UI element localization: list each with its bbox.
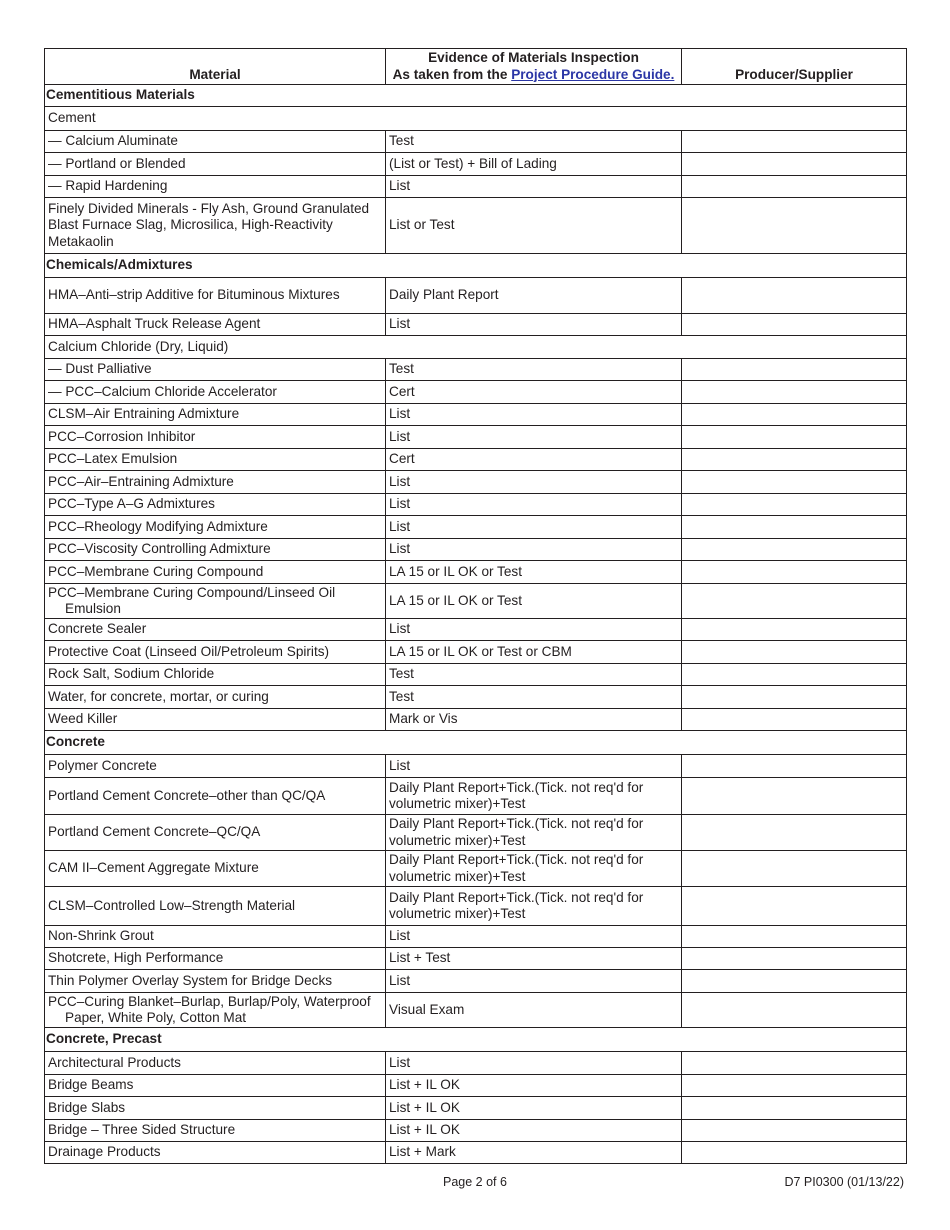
producer-supplier-cell[interactable] — [682, 1052, 907, 1075]
evidence-cell: Daily Plant Report+Tick.(Tick. not req'd for volumetric mixer)+Test — [386, 851, 682, 887]
table-row — [45, 404, 907, 426]
header-evidence — [386, 49, 682, 85]
producer-supplier-cell[interactable] — [682, 851, 907, 887]
table-row — [45, 561, 907, 584]
table-row — [45, 131, 907, 153]
producer-supplier-cell[interactable] — [682, 516, 907, 539]
producer-supplier-cell[interactable] — [682, 709, 907, 731]
material-cell — [45, 584, 386, 619]
evidence-cell: List — [386, 1052, 682, 1075]
materials-inspection-table — [44, 48, 907, 1164]
material-cell: PCC–Rheology Modifying Admixture — [45, 516, 386, 539]
producer-supplier-cell[interactable] — [682, 970, 907, 993]
table-row — [45, 336, 907, 359]
producer-supplier-cell[interactable] — [682, 1075, 907, 1097]
table-row — [45, 709, 907, 731]
table-row — [45, 686, 907, 709]
table-row — [45, 970, 907, 993]
material-cell: Protective Coat (Linseed Oil/Petroleum Spirits) — [45, 641, 386, 664]
producer-supplier-cell[interactable] — [682, 993, 907, 1028]
table-row — [45, 619, 907, 641]
producer-supplier-cell[interactable] — [682, 926, 907, 948]
material-cell: Drainage Products — [45, 1142, 386, 1164]
producer-supplier-cell[interactable] — [682, 153, 907, 176]
material-cell: Water, for concrete, mortar, or curing — [45, 686, 386, 709]
producer-supplier-cell[interactable] — [682, 381, 907, 404]
evidence-cell: Daily Plant Report+Tick.(Tick. not req'd for volumetric mixer)+Test — [386, 887, 682, 926]
section-header-row — [45, 731, 907, 755]
material-cell: PCC–Latex Emulsion — [45, 449, 386, 471]
material-cell: — Rapid Hardening — [45, 176, 386, 198]
table-row — [45, 815, 907, 851]
table-row — [45, 948, 907, 970]
material-cell: — PCC–Calcium Chloride Accelerator — [45, 381, 386, 404]
material-cell: — Calcium Aluminate — [45, 131, 386, 153]
table-row — [45, 778, 907, 815]
evidence-cell: List + Test — [386, 948, 682, 970]
header-evidence-line1: Evidence of Materials Inspection — [428, 50, 639, 65]
evidence-cell: List — [386, 314, 682, 336]
table-header-row — [45, 49, 907, 85]
evidence-cell: LA 15 or IL OK or Test — [386, 584, 682, 619]
producer-supplier-cell[interactable] — [682, 1142, 907, 1164]
producer-supplier-cell[interactable] — [682, 619, 907, 641]
producer-supplier-cell[interactable] — [682, 778, 907, 815]
evidence-cell: List or Test — [386, 198, 682, 254]
material-cell: PCC–Corrosion Inhibitor — [45, 426, 386, 449]
material-group-label: Calcium Chloride (Dry, Liquid) — [45, 336, 907, 359]
producer-supplier-cell[interactable] — [682, 561, 907, 584]
table-row — [45, 1120, 907, 1142]
material-cell: CLSM–Air Entraining Admixture — [45, 404, 386, 426]
header-material: Material — [45, 49, 386, 85]
material-cell: Finely Divided Minerals - Fly Ash, Ground Granulated Blast Furnace Slag, Microsilica, High-Reactivity Metakaolin — [45, 198, 386, 254]
producer-supplier-cell[interactable] — [682, 1120, 907, 1142]
material-cell: Shotcrete, High Performance — [45, 948, 386, 970]
table-row — [45, 449, 907, 471]
header-evidence-prefix: As taken from the — [392, 66, 512, 82]
producer-supplier-cell[interactable] — [682, 426, 907, 449]
section-title: Concrete, Precast — [45, 1028, 907, 1052]
material-cell: Polymer Concrete — [45, 755, 386, 778]
section-title: Cementitious Materials — [45, 85, 907, 107]
producer-supplier-cell[interactable] — [682, 471, 907, 494]
table-row — [45, 516, 907, 539]
evidence-cell: LA 15 or IL OK or Test or CBM — [386, 641, 682, 664]
table-row — [45, 153, 907, 176]
producer-supplier-cell[interactable] — [682, 494, 907, 516]
producer-supplier-cell[interactable] — [682, 641, 907, 664]
producer-supplier-cell[interactable] — [682, 664, 907, 686]
evidence-cell: List — [386, 926, 682, 948]
table-row — [45, 426, 907, 449]
evidence-cell: List + IL OK — [386, 1120, 682, 1142]
material-cell: CAM II–Cement Aggregate Mixture — [45, 851, 386, 887]
material-cell: Bridge – Three Sided Structure — [45, 1120, 386, 1142]
form-code: D7 PI0300 (01/13/22) — [784, 1175, 904, 1189]
table-row — [45, 584, 907, 619]
section-title: Chemicals/Admixtures — [45, 254, 907, 278]
evidence-cell: Test — [386, 359, 682, 381]
evidence-cell: Daily Plant Report+Tick.(Tick. not req'd for volumetric mixer)+Test — [386, 815, 682, 851]
evidence-cell: LA 15 or IL OK or Test — [386, 561, 682, 584]
material-cell: PCC–Air–Entraining Admixture — [45, 471, 386, 494]
evidence-cell: List + IL OK — [386, 1097, 682, 1120]
table-row — [45, 107, 907, 131]
producer-supplier-cell[interactable] — [682, 686, 907, 709]
producer-supplier-cell[interactable] — [682, 176, 907, 198]
producer-supplier-cell[interactable] — [682, 539, 907, 561]
producer-supplier-cell[interactable] — [682, 1097, 907, 1120]
table-row — [45, 926, 907, 948]
table-row — [45, 381, 907, 404]
table-row — [45, 1097, 907, 1120]
evidence-cell: Daily Plant Report+Tick.(Tick. not req'd for volumetric mixer)+Test — [386, 778, 682, 815]
evidence-cell: List + IL OK — [386, 1075, 682, 1097]
material-cell: PCC–Membrane Curing Compound — [45, 561, 386, 584]
material-cell: Non-Shrink Grout — [45, 926, 386, 948]
material-cell: Portland Cement Concrete–QC/QA — [45, 815, 386, 851]
project-procedure-guide-link[interactable]: Project Procedure Guide. — [511, 66, 675, 82]
producer-supplier-cell[interactable] — [682, 314, 907, 336]
producer-supplier-cell[interactable] — [682, 887, 907, 926]
material-cell: Bridge Beams — [45, 1075, 386, 1097]
evidence-cell: List — [386, 516, 682, 539]
material-cell: Rock Salt, Sodium Chloride — [45, 664, 386, 686]
material-cell: PCC–Viscosity Controlling Admixture — [45, 539, 386, 561]
material-text: PCC–Curing Blanket–Burlap, Burlap/Poly, Waterproof Paper, White Poly, Cotton Mat — [48, 993, 371, 1025]
table-row — [45, 664, 907, 686]
producer-supplier-cell[interactable] — [682, 359, 907, 381]
evidence-cell: Visual Exam — [386, 993, 682, 1028]
table-row — [45, 1052, 907, 1075]
material-cell: Concrete Sealer — [45, 619, 386, 641]
section-header-row — [45, 254, 907, 278]
evidence-cell: List — [386, 539, 682, 561]
evidence-cell: Test — [386, 664, 682, 686]
table-row — [45, 176, 907, 198]
table-row — [45, 198, 907, 254]
material-cell: — Dust Palliative — [45, 359, 386, 381]
section-title: Concrete — [45, 731, 907, 755]
material-cell — [45, 993, 386, 1028]
evidence-cell: List + Mark — [386, 1142, 682, 1164]
section-header-row — [45, 85, 907, 107]
producer-supplier-cell[interactable] — [682, 584, 907, 619]
table-row — [45, 641, 907, 664]
evidence-cell: Cert — [386, 449, 682, 471]
table-row — [45, 1142, 907, 1164]
material-cell: Portland Cement Concrete–other than QC/QA — [45, 778, 386, 815]
material-cell: Bridge Slabs — [45, 1097, 386, 1120]
material-cell: HMA–Asphalt Truck Release Agent — [45, 314, 386, 336]
evidence-cell: Cert — [386, 381, 682, 404]
evidence-cell: (List or Test) + Bill of Lading — [386, 153, 682, 176]
evidence-cell: List — [386, 471, 682, 494]
producer-supplier-cell[interactable] — [682, 449, 907, 471]
table-row — [45, 755, 907, 778]
evidence-cell: Test — [386, 131, 682, 153]
material-cell: HMA–Anti–strip Additive for Bituminous Mixtures — [45, 278, 386, 314]
table-row — [45, 887, 907, 926]
producer-supplier-cell[interactable] — [682, 198, 907, 254]
producer-supplier-cell[interactable] — [682, 278, 907, 314]
material-cell: Weed Killer — [45, 709, 386, 731]
evidence-cell: Test — [386, 686, 682, 709]
evidence-cell: List — [386, 176, 682, 198]
table-row — [45, 359, 907, 381]
material-cell: Architectural Products — [45, 1052, 386, 1075]
table-row — [45, 471, 907, 494]
table-row — [45, 278, 907, 314]
table-row — [45, 851, 907, 887]
producer-supplier-cell[interactable] — [682, 755, 907, 778]
evidence-cell: List — [386, 404, 682, 426]
evidence-cell: List — [386, 970, 682, 993]
evidence-cell: List — [386, 755, 682, 778]
material-cell: CLSM–Controlled Low–Strength Material — [45, 887, 386, 926]
evidence-cell: List — [386, 426, 682, 449]
producer-supplier-cell[interactable] — [682, 948, 907, 970]
evidence-cell: Mark or Vis — [386, 709, 682, 731]
evidence-cell: List — [386, 494, 682, 516]
table-row — [45, 314, 907, 336]
producer-supplier-cell[interactable] — [682, 404, 907, 426]
material-cell: — Portland or Blended — [45, 153, 386, 176]
page-number: Page 2 of 6 — [443, 1175, 507, 1189]
material-text: PCC–Membrane Curing Compound/Linseed Oil Emulsion — [48, 584, 336, 616]
material-group-label: Cement — [45, 107, 907, 131]
material-cell: PCC–Type A–G Admixtures — [45, 494, 386, 516]
header-producer-supplier: Producer/Supplier — [682, 49, 907, 85]
section-header-row — [45, 1028, 907, 1052]
producer-supplier-cell[interactable] — [682, 815, 907, 851]
table-body — [45, 85, 907, 1164]
table-row — [45, 993, 907, 1028]
table-row — [45, 1075, 907, 1097]
table-row — [45, 494, 907, 516]
material-cell: Thin Polymer Overlay System for Bridge Decks — [45, 970, 386, 993]
evidence-cell: List — [386, 619, 682, 641]
table-row — [45, 539, 907, 561]
producer-supplier-cell[interactable] — [682, 131, 907, 153]
evidence-cell: Daily Plant Report — [386, 278, 682, 314]
